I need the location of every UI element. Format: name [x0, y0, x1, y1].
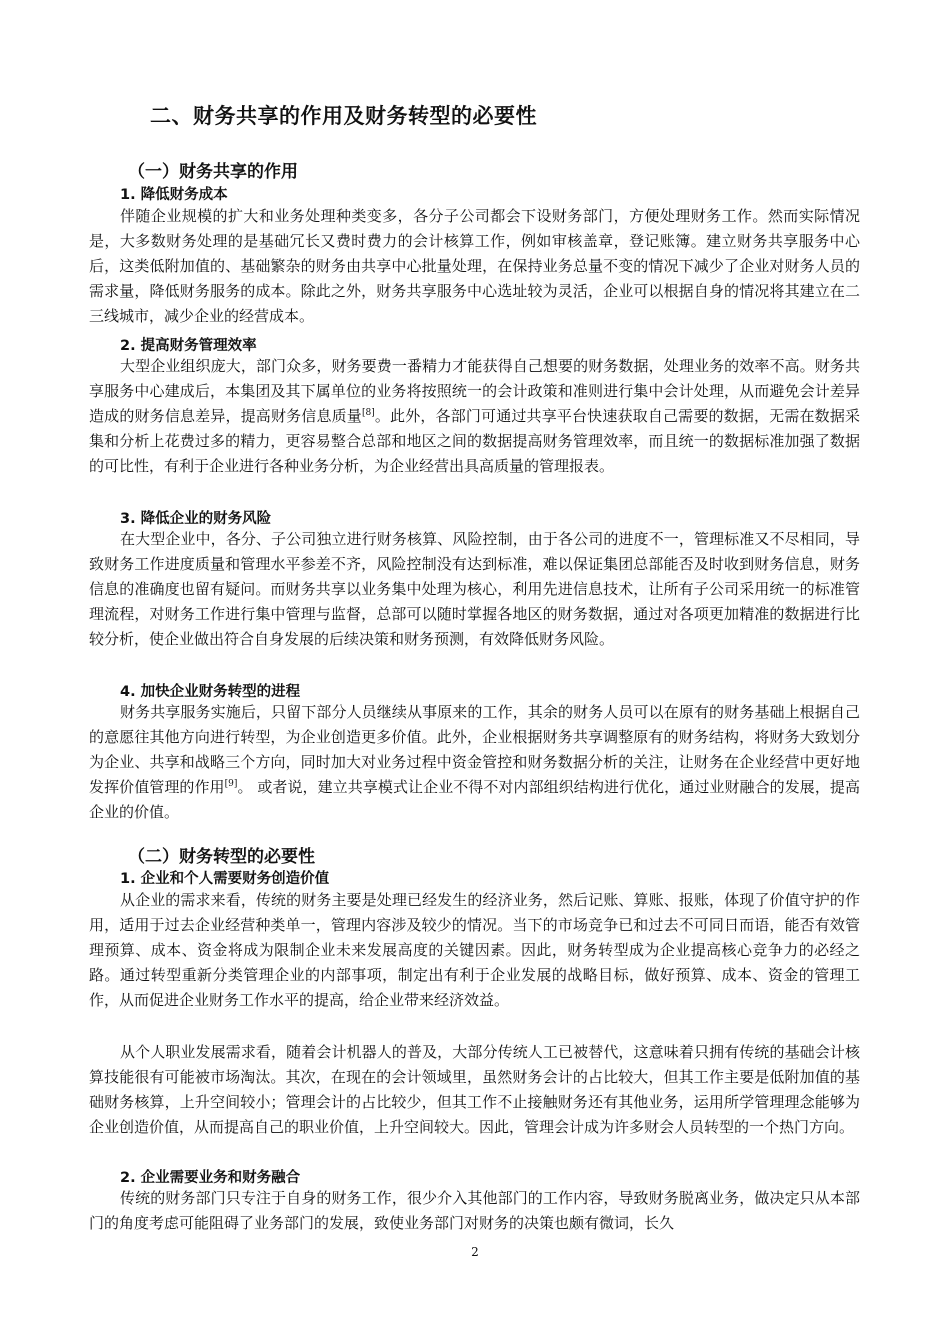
paragraph-1-3: 在大型企业中，各分、子公司独立进行财务核算、风险控制，由于各公司的进度不一，管理标准又不尽相同，导致财务工作进度质量和管理水平参差不齐，风险控制没有达到标准，难以保证集团总部能否及时收到财务信息，财务信息的准确度也留有疑问。而财务共享以业务集中处理为核心，利用先进信息技术，让所有子公司采用统一的标准管理流程，对财务工作进行集中管理与监督，总部可以随时掌握各地区的财务数据，通过对各项更加精准的数据进行比较分析，使企业做出符合自身发展的后续决策和财务预测，有效降低财务风险。: [89, 530, 860, 648]
paragraph-1-2: [89, 354, 860, 479]
section-title: 二、财务共享的作用及财务转型的必要性: [150, 104, 537, 128]
paragraph-1-2-text-a: 大型企业组织庞大，部门众多，财务要费一番精力才能获得自己想要的财务数据，处理业务的效率不高。财务共享服务中心建成后，本集团及其下属单位的业务将按照统一的会计政策和准则进行集中会计处理，从而避免会计差异造成的财务信息差异，提高财务信息质量: [89, 357, 860, 425]
paragraph-2-1a: 从企业的需求来看，传统的财务主要是处理已经发生的经济业务，然后记账、算账、报账，体现了价值守护的作用，适用于过去企业经营种类单一，管理内容涉及较少的情况。当下的市场竞争已和过去不可同日而语，能否有效管理预算、成本、资金将成为限制企业未来发展高度的关键因素。因此，财务转型成为企业提高核心竞争力的必经之路。通过转型重新分类管理企业的内部事项，制定出有利于企业发展的战略目标，做好预算、成本、资金的管理工作，从而促进企业财务工作水平的提高，给企业带来经济效益。: [89, 891, 860, 1009]
paragraph-2-1b: 从个人职业发展需求看，随着会计机器人的普及，大部分传统人工已被替代，这意味着只拥有传统的基础会计核算技能很有可能被市场淘汰。其次，在现在的会计领域里，虽然财务会计的占比较大，但其工作主要是低附加值的基础财务核算，上升空间较小；管理会计的占比较少，但其工作不止接触财务还有其他业务，运用所学管理理念能够为企业创造价值，从而提高自己的职业价值，上升空间较大。因此，管理会计成为许多财会人员转型的一个热门方向。: [89, 1043, 860, 1136]
item-heading-1-1: 1. 降低财务成本: [120, 187, 228, 203]
page-number: 2: [471, 1245, 479, 1259]
item-heading-1-4: 4. 加快企业财务转型的进程: [120, 684, 301, 700]
subsection-title-1: （一）财务共享的作用: [128, 162, 298, 182]
item-heading-1-3: 3. 降低企业的财务风险: [120, 511, 272, 527]
item-heading-2-2: 2. 企业需要业务和财务融合: [120, 1170, 301, 1186]
paragraph-2-2: 传统的财务部门只专注于自身的财务工作，很少介入其他部门的工作内容，导致财务脱离业务，做决定只从本部门的角度考虑可能阻碍了业务部门的发展，致使业务部门对财务的决策也颇有微词，长久: [89, 1189, 860, 1232]
citation-9: [9]: [224, 779, 238, 789]
paragraph-1-1: 伴随企业规模的扩大和业务处理种类变多，各分子公司都会下设财务部门，方便处理财务工作。然而实际情况是，大多数财务处理的是基础冗长又费时费力的会计核算工作，例如审核盖章，登记账簿。建立财务共享服务中心后，这类低附加值的、基础繁杂的财务由共享中心批量处理，在保持业务总量不变的情况下减少了企业对财务人员的需求量，降低财务服务的成本。除此之外，财务共享服务中心选址较为灵活，企业可以根据自身的情况将其建立在二三线城市，减少企业的经营成本。: [89, 207, 860, 325]
paragraph-1-4-text-a: 财务共享服务实施后，只留下部分人员继续从事原来的工作，其余的财务人员可以在原有的财务基础上根据自己的意愿往其他方向进行转型，为企业创造更多价值。此外，企业根据财务共享调整原有的财务结构，将财务大致划分为企业、共享和战略三个方向，同时加大对业务过程中资金管控和财务数据分析的关注，让财务在企业经营中更好地发挥价值管理的作用: [89, 703, 860, 796]
item-heading-2-1: 1. 企业和个人需要财务创造价值: [120, 871, 330, 887]
paragraph-1-2-text-b: 。此外，各部门可通过共享平台快速获取自己需要的数据，无需在数据采集和分析上花费过多的精力，更容易整合总部和地区之间的数据提高财务管理效率，而且统一的数据标准加强了数据的可比性，有利于企业进行各种业务分析，为企业经营出具高质量的管理报表。: [89, 407, 860, 475]
subsection-title-2: （二）财务转型的必要性: [128, 847, 315, 867]
item-heading-1-2: 2. 提高财务管理效率: [120, 338, 257, 354]
citation-8: [8]: [361, 408, 375, 418]
paragraph-1-4-text-b: 。 或者说，建立共享模式让企业不得不对内部组织结构进行优化，通过业财融合的发展，提高企业的价值。: [89, 778, 860, 821]
paragraph-1-4: [89, 700, 860, 825]
